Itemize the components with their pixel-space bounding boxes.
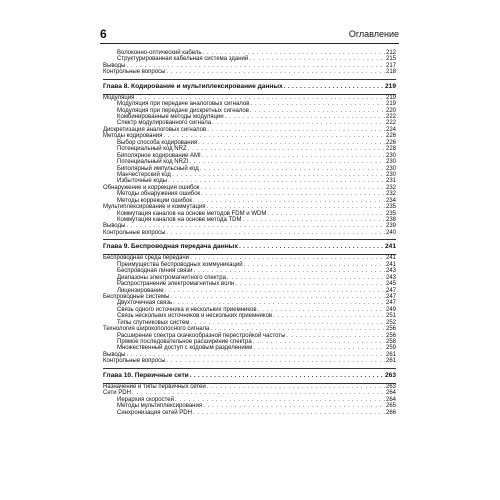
- toc-entry-title: Модуляция: [103, 94, 135, 101]
- toc-entry-title: Мультиплексирование и коммутация: [103, 204, 206, 211]
- toc-entry-page: 220: [385, 107, 396, 114]
- toc-dot-leader: [239, 243, 384, 251]
- toc-entry-page: 241: [384, 243, 396, 251]
- toc-entry-title: Множественный доступ с кодовым разделением: [117, 345, 253, 352]
- table-of-contents: [103, 50, 396, 416]
- toc-entry-title: Структурированная кабельная система зданий: [117, 56, 249, 63]
- toc-entry-title: Беспроводная линия связи: [117, 268, 193, 275]
- toc-entry-title: Расширение спектра скачкообразной перестройкой частоты: [117, 332, 286, 339]
- toc-entry-title: Беспроводная среда передачи: [103, 255, 189, 262]
- chapter-rule: [103, 79, 396, 80]
- toc-entry-page: 219: [385, 94, 396, 101]
- toc-entry-title: Манчестерский код: [117, 171, 171, 178]
- toc-entry-page: 215: [385, 56, 396, 63]
- toc-subsection[interactable]: [103, 410, 396, 416]
- toc-entry-page: 222: [385, 114, 396, 121]
- toc-entry-page: 265: [385, 403, 396, 410]
- header-rule: [100, 43, 399, 44]
- toc-entry-page: 219: [385, 101, 396, 108]
- toc-entry-title: Избыточные коды: [117, 178, 168, 185]
- toc-entry-page: 243: [385, 274, 396, 281]
- toc-entry-page: 240: [385, 229, 396, 236]
- toc-dot-leader: [190, 372, 384, 380]
- toc-entry-title: Распространение электромагнитных волн: [117, 281, 235, 288]
- toc-entry-page: 247: [385, 300, 396, 307]
- toc-entry-title: Контрольные вопросы: [103, 358, 166, 365]
- toc-entry-title: Контрольные вопросы: [103, 229, 166, 236]
- toc-dot-leader: [284, 83, 384, 91]
- toc-entry-page: 247: [385, 287, 396, 294]
- toc-entry-title: Назначение и типы первичных сетей: [103, 383, 206, 390]
- toc-entry-page: 230: [385, 165, 396, 172]
- toc-entry-page: 230: [385, 171, 396, 178]
- toc-entry-title: Преимущества беспроводных коммуникаций: [117, 261, 243, 268]
- toc-entry-page: 241: [385, 261, 396, 268]
- toc-entry-page: 263: [385, 383, 396, 390]
- toc-entry-title: Биполярный импульсный код: [117, 165, 199, 172]
- toc-entry-page: 234: [385, 197, 396, 204]
- toc-entry-page: 232: [385, 184, 396, 191]
- toc-section[interactable]: [103, 230, 396, 236]
- toc-entry-title: Технология широкополосного сигнала: [103, 326, 210, 333]
- toc-entry-page: 259: [385, 345, 396, 352]
- toc-entry-page: 241: [385, 255, 396, 262]
- toc-entry-title: Сети PDH: [103, 390, 131, 397]
- toc-entry-title: Биполярное кодирование AMI: [117, 152, 201, 159]
- toc-entry-page: 235: [385, 204, 396, 211]
- toc-entry-page: 238: [385, 217, 396, 224]
- toc-entry-title: Глава 10. Первичные сети: [103, 371, 189, 379]
- toc-entry-page: 247: [385, 293, 396, 300]
- toc-entry-title: Волоконно-оптический кабель: [117, 49, 202, 56]
- toc-entry-page: 231: [385, 178, 396, 185]
- toc-entry-title: Глава 8. Кодирование и мультиплексирование данных: [103, 82, 283, 90]
- toc-entry-title: Выводы: [103, 223, 126, 230]
- toc-chapter[interactable]: [103, 243, 396, 251]
- toc-entry-title: Синхронизация сетей PDH: [117, 409, 192, 416]
- toc-entry-title: Прямое последовательное расширение спектра: [117, 339, 252, 346]
- toc-dot-leader: [166, 69, 385, 75]
- toc-entry-title: Коммутация каналов на основе методов FDM и WDM: [117, 210, 267, 217]
- toc-chapter[interactable]: [103, 83, 396, 91]
- chapter-rule: [103, 368, 396, 369]
- toc-entry-page: 245: [385, 281, 396, 288]
- toc-entry-title: Модуляция при передаче аналоговых сигналов: [117, 101, 250, 108]
- toc-entry-page: 218: [385, 69, 396, 76]
- toc-entry-page: 226: [385, 139, 396, 146]
- toc-entry-title: Беспроводные системы: [103, 293, 170, 300]
- toc-entry-title: Глава 9. Беспроводная передача данных: [103, 243, 238, 251]
- toc-entry-title: Спектр модулированного сигнала: [117, 120, 212, 127]
- toc-entry-title: Диапазоны электромагнитного спектра: [117, 274, 226, 281]
- page-header: [100, 27, 399, 41]
- toc-entry-title: Модуляция при передаче дискретных сигналов: [117, 107, 249, 114]
- toc-entry-page: 256: [385, 332, 396, 339]
- toc-entry-page: 249: [385, 306, 396, 313]
- toc-entry-page: 230: [385, 159, 396, 166]
- toc-entry-page: 261: [385, 351, 396, 358]
- toc-entry-title: Связь нескольких источников и нескольких приемников: [117, 313, 273, 320]
- toc-entry-title: Потенциальный код NRZI: [117, 159, 189, 166]
- toc-entry-page: 251: [385, 313, 396, 320]
- toc-entry-title: Выводы: [103, 351, 126, 358]
- toc-entry-title: Коммутация каналов на основе метода TDM: [117, 217, 242, 224]
- toc-entry-page: 230: [385, 152, 396, 159]
- toc-entry-page: 243: [385, 268, 396, 275]
- toc-entry-page: 217: [385, 62, 396, 69]
- toc-entry-title: Типы спутниковых систем: [117, 319, 190, 326]
- toc-entry-page: 263: [384, 371, 396, 379]
- toc-entry-title: Методы обнаружения ошибок: [117, 191, 201, 198]
- toc-dot-leader: [166, 358, 385, 364]
- toc-entry-page: 232: [385, 191, 396, 198]
- toc-entry-page: 226: [385, 133, 396, 140]
- toc-entry-title: Связь одного источника и нескольких приемников: [117, 306, 257, 313]
- toc-dot-leader: [166, 230, 385, 236]
- toc-entry-title: Двухточечная связь: [117, 300, 173, 307]
- toc-entry-page: 256: [385, 326, 396, 333]
- toc-entry-page: 212: [385, 49, 396, 56]
- toc-section[interactable]: [103, 358, 396, 364]
- toc-entry-page: 258: [385, 339, 396, 346]
- toc-entry-page: 228: [385, 146, 396, 153]
- toc-entry-page: 261: [385, 358, 396, 365]
- toc-entry-title: Методы коррекции ошибок: [117, 197, 192, 204]
- toc-entry-title: Контрольные вопросы: [103, 69, 166, 76]
- toc-entry-page: 264: [385, 390, 396, 397]
- toc-entry-page: 252: [385, 319, 396, 326]
- toc-chapter[interactable]: [103, 372, 396, 380]
- toc-entry-page: 235: [385, 210, 396, 217]
- toc-entry-page: 264: [385, 396, 396, 403]
- toc-entry-page: 266: [385, 409, 396, 416]
- toc-entry-title: Лицензирование: [117, 287, 164, 294]
- toc-entry-title: Выводы: [103, 62, 126, 69]
- toc-entry-title: Выбор способа кодирования: [117, 139, 198, 146]
- toc-entry-title: Потенциальный код NRZ: [117, 146, 187, 153]
- toc-entry-title: Методы кодирования: [103, 133, 163, 140]
- toc-entry-title: Методы мультиплексирования: [117, 403, 203, 410]
- toc-entry-title: Комбинированные методы модуляции: [117, 114, 224, 121]
- toc-entry-page: 219: [384, 82, 396, 90]
- toc-dot-leader: [193, 410, 385, 416]
- toc-entry-title: Обнаружение и коррекция ошибок: [103, 184, 200, 191]
- toc-entry-title: Дискретизация аналоговых сигналов: [103, 126, 207, 133]
- toc-section[interactable]: [103, 69, 396, 75]
- toc-entry-page: 224: [385, 126, 396, 133]
- page-number: 6: [100, 27, 107, 41]
- chapter-rule: [103, 239, 396, 240]
- running-title: Оглавление: [348, 29, 399, 39]
- toc-entry-page: 222: [385, 120, 396, 127]
- toc-entry-page: 239: [385, 223, 396, 230]
- toc-entry-title: Иерархия скоростей: [117, 396, 174, 403]
